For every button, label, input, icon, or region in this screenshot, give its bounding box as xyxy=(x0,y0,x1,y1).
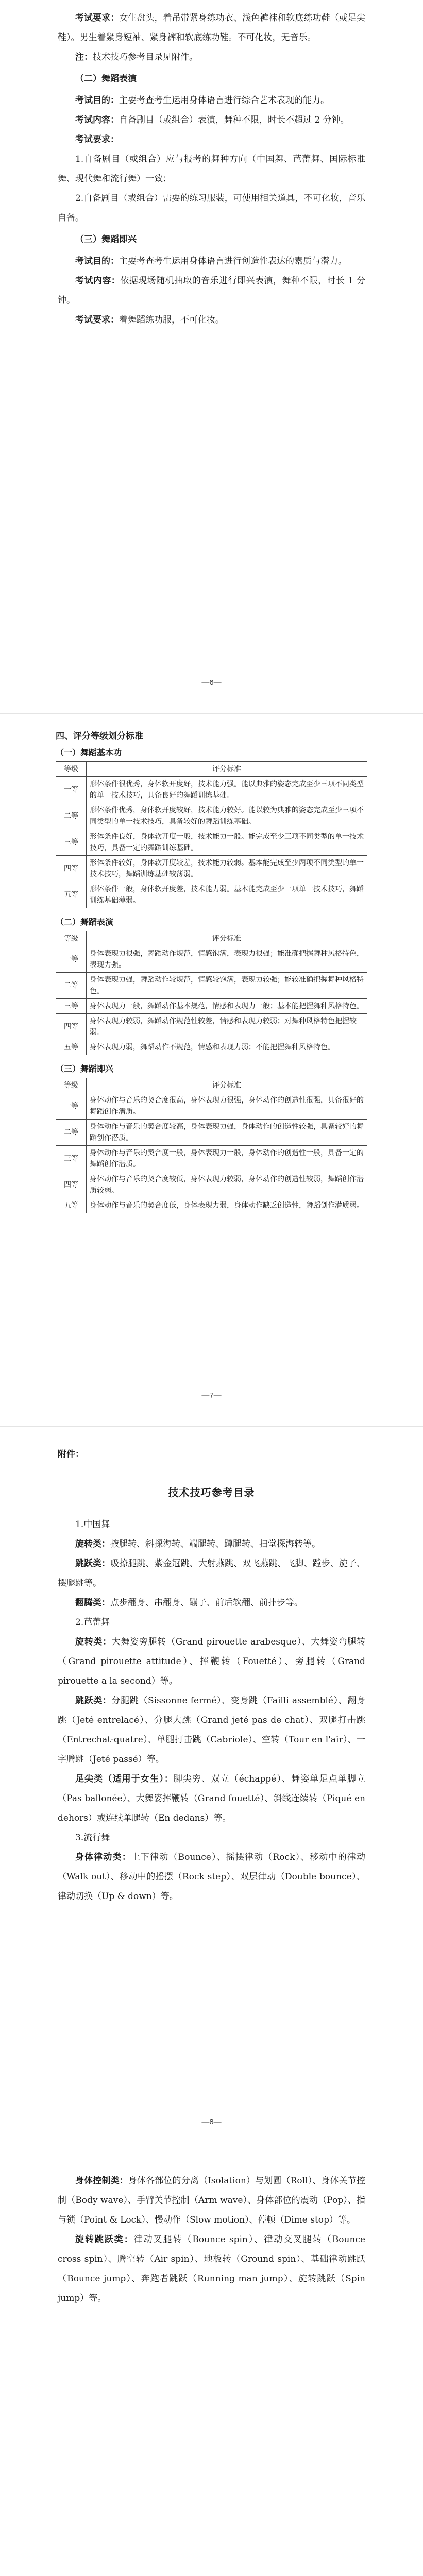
para-text: 身体各部位的分离（Isolation）与划圆（Roll）、身体关节控制（Body wave）、手臂关节控制（Arm wave）、身体部位的震动（Pop）、指与锁（Point & Lock）、慢动作（Slow motion）、停顿（Dime stop）等。 xyxy=(58,2176,366,2225)
grading-table xyxy=(56,1078,367,1213)
grade-criteria-cell: 身体表现力一般，舞蹈动作基本规范，情感和表现力一般；基本能把握舞种风格特色。 xyxy=(87,999,367,1014)
table-row xyxy=(56,1120,367,1146)
para-label: 考试目的： xyxy=(75,256,119,266)
grade-level-cell: 一等 xyxy=(56,777,87,803)
grade-level-cell: 四等 xyxy=(56,856,87,882)
catalog-title: 技术技巧参考目录 xyxy=(168,1486,255,1499)
grade-criteria-cell: 身体动作与音乐的契合度较低，身体表现力较弱，身体动作的创造性较弱，舞蹈创作潜质较弱。 xyxy=(87,1172,367,1198)
para-text: 大舞姿旁腿转（Grand pirouette arabesque）、大舞姿弯腿转（Grand pirouette attitude）、挥鞭转（Fouetté）、旁腿转（Grand pirouette a la second）等。 xyxy=(58,1637,365,1686)
p3-para-6 xyxy=(58,1691,365,1769)
para-label: 考试内容： xyxy=(75,115,119,125)
para-label: 考试目的： xyxy=(75,95,119,106)
para-text: 着舞蹈练功服，不可化妆。 xyxy=(119,315,224,325)
para-label: 跳跃类： xyxy=(75,1696,112,1706)
grade-criteria-cell: 形体条件很优秀，身体软开度好，技术能力强。能以典雅的姿态完成至少三项不同类型的单一技术技巧，具备良好的舞蹈训练基础。 xyxy=(87,777,367,803)
p1-para-10 xyxy=(58,271,365,310)
table-row xyxy=(56,946,367,973)
para-text: 依据现场随机抽取的音乐进行即兴表演，舞种不限，时长 1 分钟。 xyxy=(58,276,366,306)
table-row xyxy=(56,1093,367,1120)
para-label: 旋转跳跃类： xyxy=(75,2234,134,2245)
para-label: 旋转类： xyxy=(75,1637,112,1647)
grade-level-cell: 三等 xyxy=(56,829,87,856)
table-row xyxy=(56,999,367,1014)
para-text: 脚尖旁、双立（échappé）、舞姿单足点单脚立（Pas ballonée）、大舞姿挥鞭转（Grand fouetté）、斜线连续转（Piqué en dehors）或连续单腿转（En dedans）等。 xyxy=(58,1774,365,1823)
p3-para-9 xyxy=(58,1848,365,1906)
grade-level-cell: 一等 xyxy=(56,1093,87,1120)
p4-para-0 xyxy=(58,2171,365,2230)
column-header-level: 等级 xyxy=(56,762,87,777)
para-label: 身体控制类： xyxy=(75,2176,128,2186)
para-text: 点步翻身、串翻身、蹦子、前后软翻、前扑步等。 xyxy=(110,1598,303,1608)
table-row xyxy=(56,1172,367,1198)
p3-heading-chinese-dance: 1.中国舞 xyxy=(75,1519,110,1530)
table-header-row xyxy=(56,762,367,777)
p3-para-5 xyxy=(58,1632,365,1691)
page-number: —7— xyxy=(201,1391,222,1400)
para-label: 考试要求： xyxy=(75,13,120,23)
p1-para-11 xyxy=(58,310,365,330)
grading-section-title: （三）舞蹈即兴 xyxy=(56,1064,114,1074)
grade-criteria-cell: 身体表现力弱，舞蹈动作不规范，情感和表现力弱；不能把握舞种风格特色。 xyxy=(87,1040,367,1055)
para-label: 翻腾类： xyxy=(75,1598,110,1608)
table-row xyxy=(56,1040,367,1055)
grade-level-cell: 三等 xyxy=(56,999,87,1014)
p1-para-9 xyxy=(58,251,365,271)
table-row xyxy=(56,882,367,908)
para-text: 律动叉腿转（Bounce spin）、律动交叉腿转（Bounce cross spin）、腾空转（Air spin）、地板转（Ground spin）、基础律动跳跃（Bounce jump）、奔跑者跳跃（Running man jump）、旋转跳跃（Spin jump）等。 xyxy=(58,2234,366,2303)
p3-heading-ballet: 2.芭蕾舞 xyxy=(75,1617,110,1628)
grade-criteria-cell: 身体表现力较弱，舞蹈动作规范性较差，情感和表现力较弱；对舞种风格特色把握较弱。 xyxy=(87,1014,367,1040)
grade-level-cell: 一等 xyxy=(56,946,87,973)
table-row xyxy=(56,1198,367,1213)
para-label: 跳跃类： xyxy=(75,1558,111,1569)
grade-criteria-cell: 身体动作与音乐的契合度低，身体表现力弱，身体动作缺乏创造性，舞蹈创作潜质弱。 xyxy=(87,1198,367,1213)
grade-criteria-cell: 身体动作与音乐的契合度较高，身体表现力强，身体动作的创造性较强，具备较好的舞蹈创作潜质。 xyxy=(87,1120,367,1146)
grade-criteria-cell: 形体条件良好，身体软开度一般，技术能力一般。能完成至少三项不同类型的单一技术技巧，具备一定的舞蹈训练基础。 xyxy=(87,829,367,856)
page-9 xyxy=(0,2159,423,2576)
grade-level-cell: 三等 xyxy=(56,1146,87,1172)
grade-level-cell: 四等 xyxy=(56,1172,87,1198)
para-text: 主要考查考生运用身体语言进行综合艺术表现的能力。 xyxy=(119,95,329,106)
grading-table xyxy=(56,931,367,1055)
column-header-criteria: 评分标准 xyxy=(87,1078,367,1093)
p1-para-6: 1.自备剧目（或组合）应与报考的舞种方向（中国舞、芭蕾舞、国际标准舞、现代舞和流行舞）一致； xyxy=(58,154,365,184)
grading-table xyxy=(56,761,367,908)
column-header-level: 等级 xyxy=(56,931,87,946)
table-row xyxy=(56,1014,367,1040)
table-row xyxy=(56,856,367,882)
para-text: 自备剧目（或组合）表演，舞种不限，时长不超过 2 分钟。 xyxy=(119,115,349,125)
p1-heading-improvisation: （三）舞蹈即兴 xyxy=(75,234,137,245)
page-8 xyxy=(0,1430,423,2146)
para-text: 上下律动（Bounce）、摇摆律动（Rock）、移动中的律动（Walk out）、移动中的摇摆（Rock step）、双层律动（Double bounce）、律动切换（Up & down）等。 xyxy=(58,1852,365,1902)
p1-para-5 xyxy=(58,130,365,149)
para-label: 注： xyxy=(75,52,93,62)
p3-para-1 xyxy=(58,1534,365,1554)
table-header-row xyxy=(56,931,367,946)
para-label: 考试要求： xyxy=(75,315,119,325)
p3-para-3 xyxy=(58,1593,365,1613)
grade-criteria-cell: 身体表现力强，舞蹈动作较规范，情感较饱满，表现力较强；能较准确把握舞种风格特色。 xyxy=(87,973,367,999)
page-divider xyxy=(0,1426,423,1427)
para-text: 吸撩腿跳、紫金冠跳、大射燕跳、双飞燕跳、飞脚、蹚步、旋子、摆腿跳等。 xyxy=(58,1558,365,1588)
page-divider xyxy=(0,713,423,714)
para-label: 考试内容： xyxy=(75,276,121,286)
para-text: 技术技巧参考目录见附件。 xyxy=(93,52,198,62)
table-row xyxy=(56,973,367,999)
p1-para-4 xyxy=(58,110,365,130)
p4-para-1 xyxy=(58,2230,365,2308)
para-label: 考试要求： xyxy=(75,134,119,145)
p1-para-0 xyxy=(58,8,365,47)
table-header-row xyxy=(56,1078,367,1093)
para-text: 掖腿转、斜探海转、端腿转、蹲腿转、扫堂探海转等。 xyxy=(110,1539,320,1549)
grade-criteria-cell: 形体条件一般，身体软开度差，技术能力弱。基本能完成至少一项单一技术技巧，舞蹈训练基础薄弱。 xyxy=(87,882,367,908)
grade-level-cell: 二等 xyxy=(56,803,87,829)
grade-level-cell: 四等 xyxy=(56,1014,87,1040)
page-6 xyxy=(0,0,423,707)
table-row xyxy=(56,1146,367,1172)
grade-criteria-cell: 身体动作与音乐的契合度一般，身体表现力一般，身体动作的创造性一般，具备一定的舞蹈创作潜质。 xyxy=(87,1146,367,1172)
p1-heading-dance-performance: （二）舞蹈表演 xyxy=(75,74,137,84)
grade-level-cell: 五等 xyxy=(56,882,87,908)
grade-criteria-cell: 身体动作与音乐的契合度很高，身体表现力很强，身体动作的创造性很强，具备很好的舞蹈创作潜质。 xyxy=(87,1093,367,1120)
grading-tables xyxy=(56,745,367,1213)
grade-level-cell: 二等 xyxy=(56,973,87,999)
p1-para-3 xyxy=(58,91,365,110)
para-text: 分腿跳（Sissonne fermé）、变身跳（Failli assemblé）、翻身跳（Jeté entrelacé）、分腿大跳（Grand jeté pas de chat）、双腿打击跳（Entrechat-quatre）、单腿打击跳（Cabriole）、空转（Tour en l'air）、一字腾跳（Jeté passé）等。 xyxy=(58,1696,365,1765)
p1-para-1 xyxy=(58,47,365,67)
grade-level-cell: 二等 xyxy=(56,1120,87,1146)
column-header-criteria: 评分标准 xyxy=(87,762,367,777)
column-header-criteria: 评分标准 xyxy=(87,931,367,946)
para-label: 旋转类： xyxy=(75,1539,110,1549)
p3-para-7 xyxy=(58,1769,365,1828)
p1-para-7: 2.自备剧目（或组合）需要的练习服装，可使用相关道具，不可化妆，音乐自备。 xyxy=(58,193,365,223)
page-number: —6— xyxy=(201,678,222,687)
para-label: 足尖类（适用于女生）： xyxy=(75,1774,174,1784)
grade-criteria-cell: 身体表现力很强，舞蹈动作规范，情感饱满，表现力很强；能准确把握舞种风格特色，表现力强。 xyxy=(87,946,367,973)
page-7 xyxy=(0,717,423,1419)
column-header-level: 等级 xyxy=(56,1078,87,1093)
attachment-label: 附件： xyxy=(58,1449,84,1460)
grade-criteria-cell: 形体条件较好，身体软开度较差，技术能力较弱。基本能完成至少两项不同类型的单一技术技巧，舞蹈训练基础较薄弱。 xyxy=(87,856,367,882)
para-label: 身体律动类： xyxy=(75,1852,131,1862)
para-text: 女生盘头，着吊带紧身练功衣、浅色裤袜和软底练功鞋（或足尖鞋）。男生着紧身短袖、紧身裤和软底练功鞋。不可化妆，无音乐。 xyxy=(58,13,365,43)
grading-section-title: （二）舞蹈表演 xyxy=(56,917,114,927)
table-row xyxy=(56,803,367,829)
table-row xyxy=(56,829,367,856)
p3-para-2 xyxy=(58,1554,365,1593)
grading-standards-heading: 四、评分等级划分标准 xyxy=(56,731,143,741)
grade-level-cell: 五等 xyxy=(56,1198,87,1213)
grade-level-cell: 五等 xyxy=(56,1040,87,1055)
page-number: —8— xyxy=(201,2117,222,2126)
grading-section-title: （一）舞蹈基本功 xyxy=(56,748,122,757)
table-row xyxy=(56,777,367,803)
p3-heading-pop-dance: 3.流行舞 xyxy=(75,1833,110,1843)
grade-criteria-cell: 形体条件优秀，身体软开度较好，技术能力较好。能以较为典雅的姿态完成至少三项不同类型的单一技术技巧，具备较好的舞蹈训练基础。 xyxy=(87,803,367,829)
para-text: 主要考查考生运用身体语言进行创造性表达的素质与潜力。 xyxy=(119,256,347,266)
